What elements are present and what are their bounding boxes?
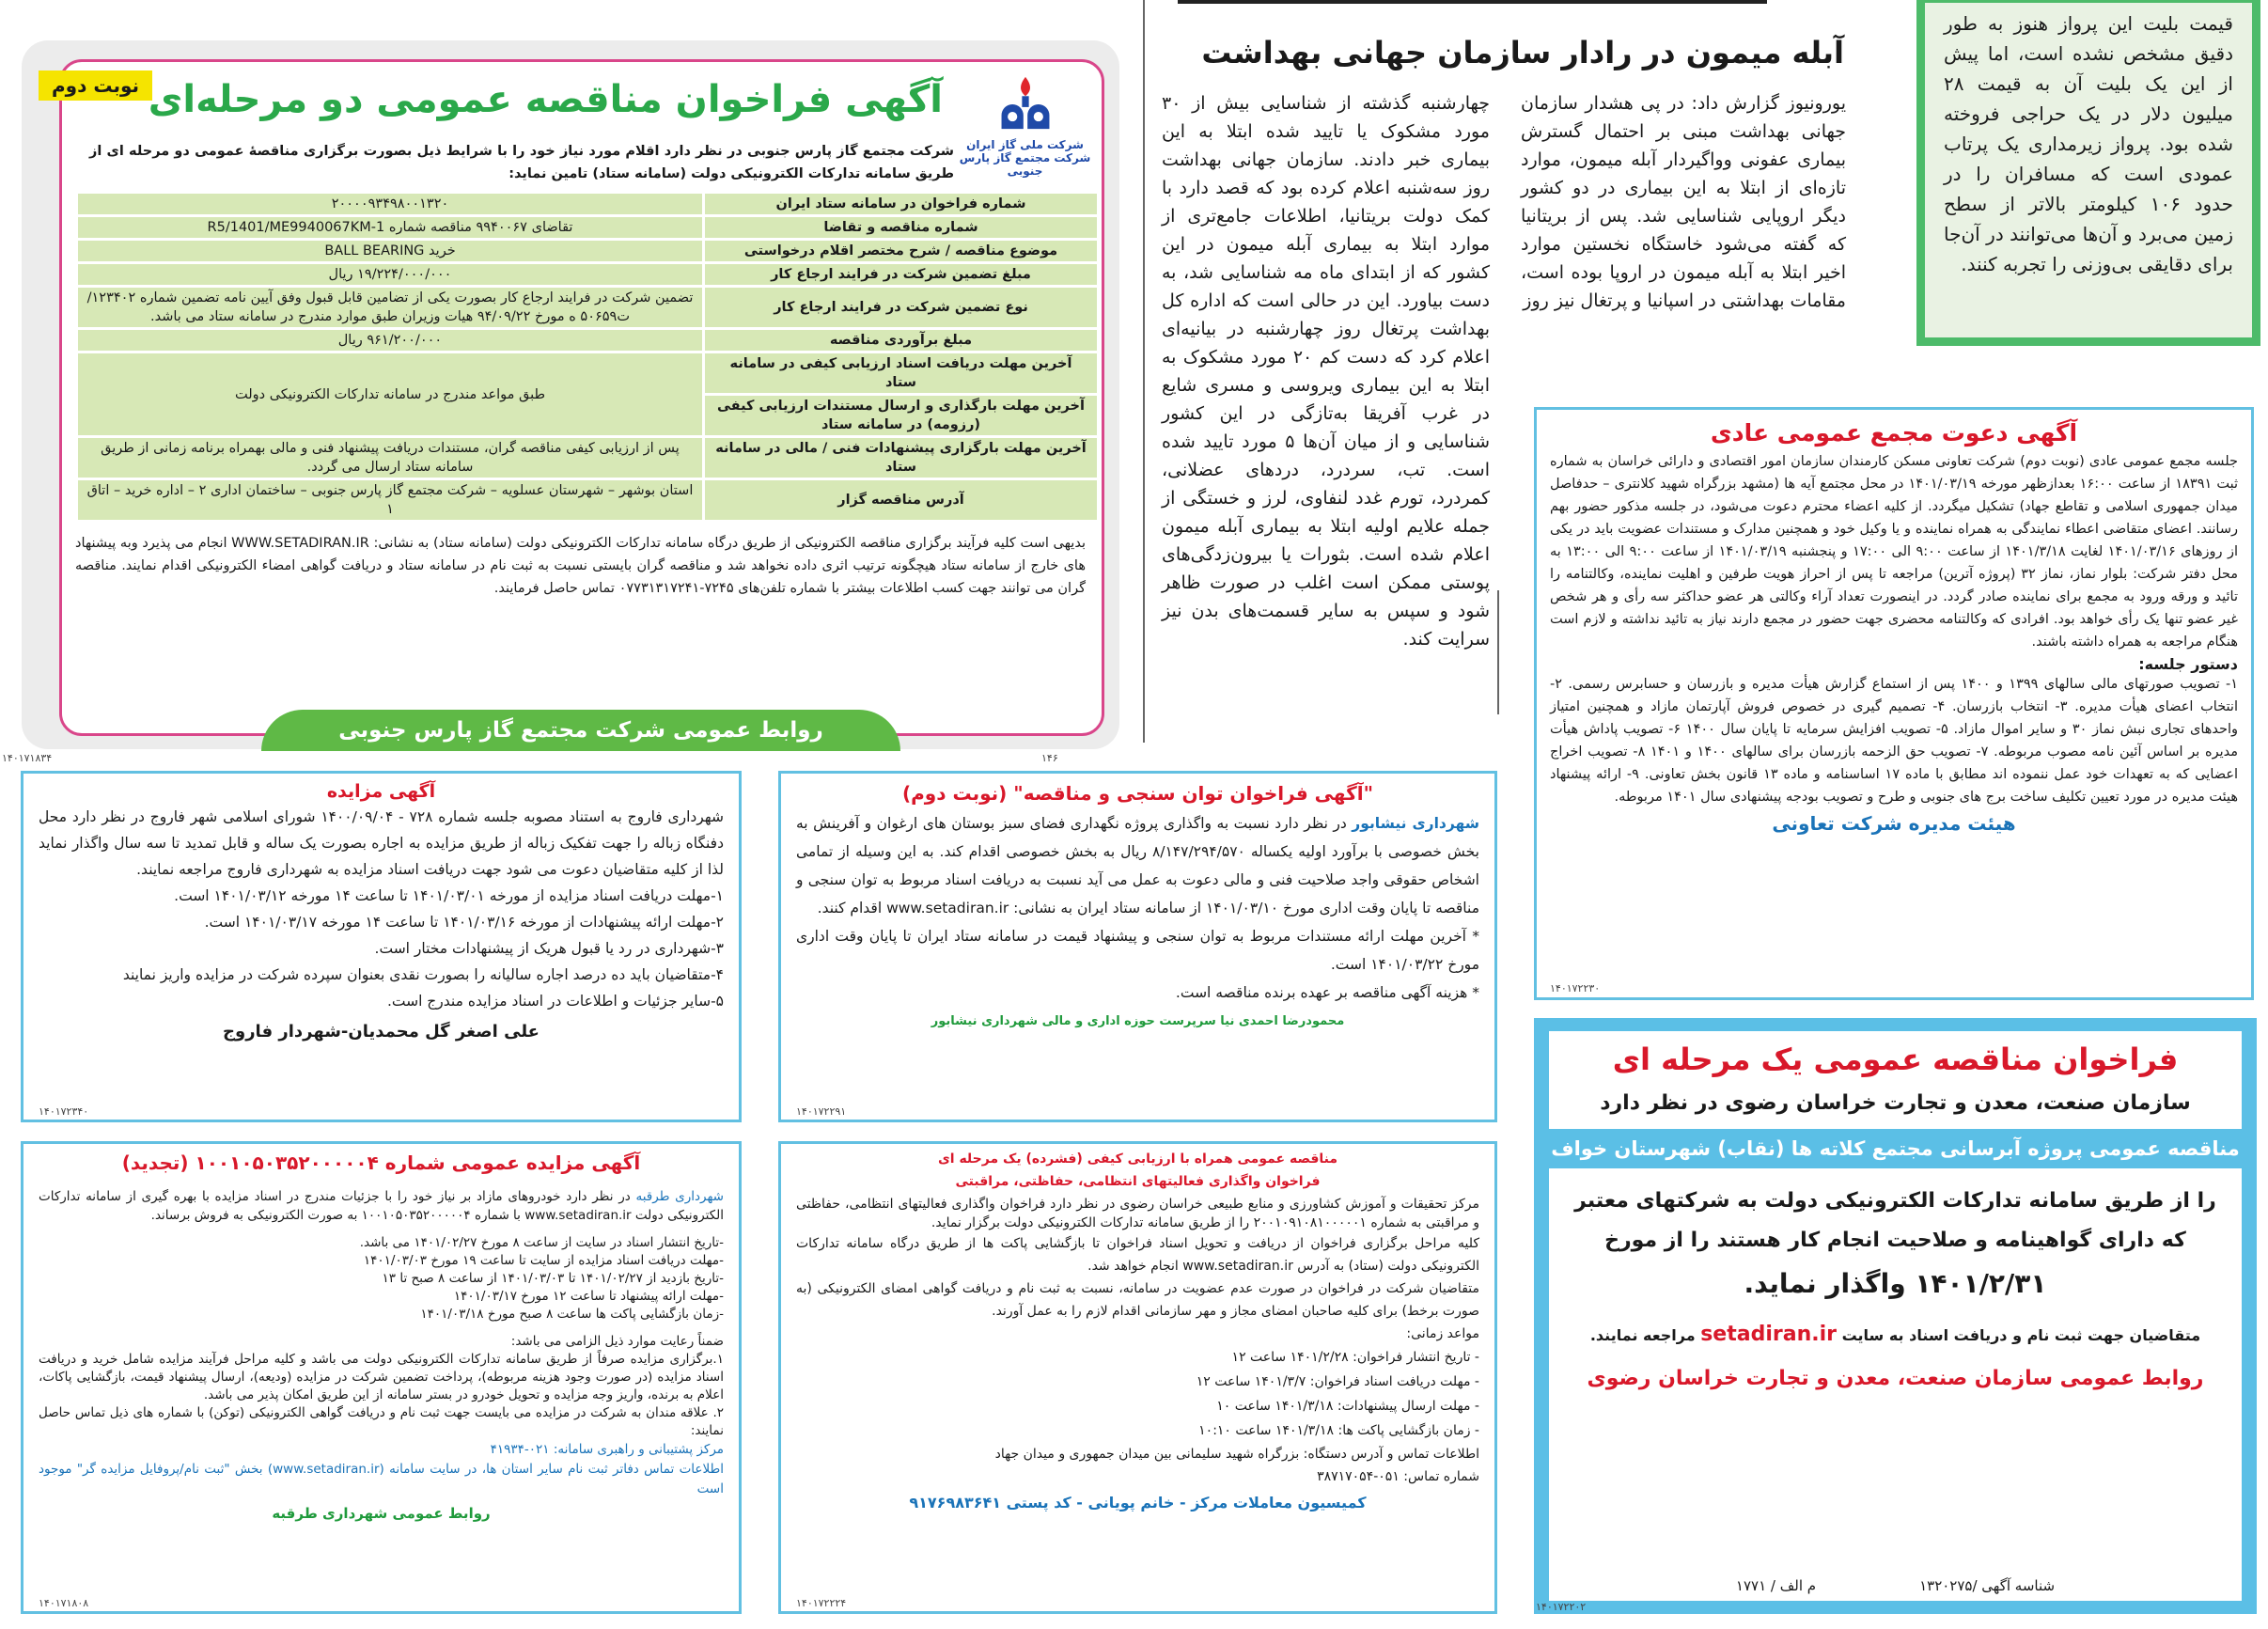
row-value: خرید BALL BEARING [77,240,704,263]
row-value: ۲۰۰۰۰۹۳۴۹۸۰۰۱۳۲۰ [77,193,704,216]
body-text: در نظر دارد نسبت به واگذاری پروژه نگهداری فضای سبز بوستان های ارغوان و آفرینش به بخش خصوصی با برآورد اولیه یکساله ۸/۱۴۷/۲۹۴/۵۷۰ ریال به بخش خصوصی اقدام کند. به این وسیله از تمامی اشخاص حقوقی واجد صلاحیت فنی و مالی دعوت به عمل می آید نسبت به دریافت اسناد مربوط به توان سنجی و مناقصه تا پایان وقت اداری مورخ ۱۴۰۱/۰۳/۱۰ از سامانه ستاد ایران به نشانی: www.setadiran.ir اقدام کنند. [796,815,1479,916]
column-divider [1143,0,1145,743]
ad-code: ۱۴۰۱۷۲۳۴۰ [39,1105,89,1118]
nishapur-ad-body [796,809,1479,922]
flame-logo-icon [988,74,1063,134]
body-text: در نظر دارد خودروهای مازاد بر نیاز خود را با جزئیات مندرج در اسناد مزایده با بهره گیری از سامانه تدارکات الکترونیکی دولت www.setadiran.ir با شماره ۱۰۰۱۰۵۰۳۵۲۰۰۰۰۰۴ به صورت الکترونیکی به فروش برساند. [39,1189,724,1223]
row-label: نوع تضمین شرکت در فرایند ارجاع کار [704,287,1099,329]
row-value: تضمین شرکت در فرایند ارجاع کار بصورت یکی از تضامین قابل قبول وفق آیین نامه تضمین شماره ۱۲۳۴۰۲/ت۵۰۶۵۹ ه مورخ ۹۴/۰۹/۲۲ هیات وزیران طبق موارد مندرج در سامانه ستاد می باشد. [77,287,704,329]
research-ad-phone: شماره تماس: ۰۵۱-۳۸۷۱۷۰۵۴ [1317,1469,1479,1484]
date-item: -مهلت ارائه پیشنهاد تا ساعت ۱۲ مورخ ۱۴۰۱/۰۳/۱۷ [453,1289,724,1304]
coop-ad-signature: هیئت مدیره شرکت تعاونی [1772,812,2016,835]
research-ad-signature: کمیسیون معاملات مرکز - خانم پویانی - کد پستی ۹۱۷۶۹۸۳۶۴۱ [909,1494,1367,1512]
cooperative-assembly-ad [1534,407,2254,1000]
nishapur-tender-ad [778,771,1497,1122]
khorasan-ad-title: فراخوان مناقصه عمومی یک مرحله ای [1612,1042,2179,1077]
schedule-item: - زمان بازگشایی پاکت ها: ۱۴۰۱/۳/۱۸ ساعت ۱۰:۱۰ [1198,1423,1479,1438]
research-ad-address: اطلاعات تماس و آدرس دستگاه: بزرگراه شهید سلیمانی بین میدان جمهوری و میدان جهاد [994,1447,1479,1462]
khorasan-ad-date: ۱۴۰۱/۲/۳۱ واگذار نماید. [1744,1268,2047,1299]
table-row [77,352,1099,395]
registration-contact: اطلاعات تماس دفاتر ثبت نام سایر استان ها، در سایت سامانه (www.setadiran.ir) بخش "ثبت نام/پروفایل مزایده گر" موجود است [39,1462,724,1496]
schedule-item: - تاریخ انتشار فراخوان: ۱۴۰۱/۲/۲۸ ساعت ۱۲ [1231,1350,1479,1365]
faruj-ad-body: شهرداری فاروج به استناد مصوبه جلسه شماره ۷۲۸ - ۱۴۰۰/۰۹/۰۴ شورای اسلامی شهر فاروج در نظر دارد محل دفنگاه زباله را جهت تفکیک زباله از طریق مزایده به اجاره بصورت یک ساله و قابل تمدید تا سه سال واگذار نماید لذا از کلیه متقاضیان دعوت می شود جهت دریافت اسناد مزایده به شهرداری فاروج مراجعه نمایند. [39,808,724,878]
faruj-auction-ad [21,771,742,1122]
gas-ad-title: آگهی فراخوان مناقصه عمومی دو مرحله‌ای [148,78,943,121]
torqabeh-ad-title: آگهی مزایده عمومی شماره ۱۰۰۱۰۵۰۳۵۲۰۰۰۰۰۴ (تجدید) [121,1151,641,1174]
news-column-1: یورونیوز گزارش داد: در پی هشدار سازمان جهانی بهداشت مبنی بر احتمال گسترش بیماری عفونی وواگیردار آبله میمون، موارد تازه‌ای از ابتلا به این بیماری در دو کشور دیگر اروپایی شناسایی شد. پس از بریتانیا که گفته می‌شود خاستگاه نخستین موارد اخیر ابتلا به آبله میمون در اروپا بوده است، مقامات بهداشتی در اسپانیا و پرتغال نیز روز [1521,93,1846,311]
date-item: -زمان بازگشایی پاکت ها ساعت ۸ صبح مورخ ۱۴۰۱/۰۳/۱۸ [420,1307,724,1322]
table-row [77,263,1099,287]
row-label: مبلغ برآوردی مناقصه [704,329,1099,352]
table-row [77,216,1099,240]
row-label: آدرس مناقصه گزار [704,479,1099,522]
ad-code: ۱۴۰۱۷۲۲۲۴ [796,1597,847,1609]
agenda-title: دستور جلسه: [2138,655,2238,673]
date-item: -تاریخ انتشار اسناد در سایت از ساعت ۸ مورخ ۱۴۰۱/۰۲/۲۷ می باشد. [359,1235,724,1250]
setadiran-link[interactable]: setadiran.ir [1700,1323,1837,1346]
row-label: آخرین مهلت بارگذاری و ارسال مستندات ارزیابی کیفی (رزومه) در سامانه ستاد [704,395,1099,437]
logo-caption: شرکت مجتمع گاز پارس جنوبی [959,151,1091,178]
research-ad-title: مناقصه عمومی همراه با ارزیابی کیفی (فشرده) یک مرحله ای [937,1151,1338,1167]
note-text: متقاضیان جهت ثبت نام و دریافت اسناد به سایت [1841,1326,2201,1344]
row-label: شماره مناقصه و تقاضا [704,216,1099,240]
org-name: شهرداری نیشابور [1352,815,1479,832]
second-round-badge: نوبت دوم [39,70,152,101]
note-text: مراجعه نمایند. [1589,1326,1696,1344]
row-value: تقاضای ۹۹۴۰۰۶۷ مناقصه شماره R5/1401/ME9940067KM-1 [77,216,704,240]
torqabeh-auction-ad [21,1141,742,1614]
list-item: * هزینه آگهی مناقصه بر عهده برنده مناقصه است. [1175,984,1479,1001]
row-label: آخرین مهلت بارگزاری پیشنهادات فنی / مالی در سامانه ستاد [704,437,1099,479]
coop-ad-body: جلسه مجمع عمومی عادی (نوبت دوم) شرکت تعاونی مسکن کارمندان سازمان امور اقتصادی و دارائی خراسان به شماره ثبت ۱۸۳۹۱ از ساعت ۱۶:۰۰ بعدازظهر مورخه ۱۴۰۱/۰۳/۱۹ در محل مجتمع آیه ها (مشهد بزرگراه شهید کلانتری – حدفاصل میدان جمهوری اسلامی و تقاطع جهاد) تشکیل میگردد. از کلیه اعضاء محترم دعوت می‌شود، در جلسه مذکور حضور بهم رسانند. اعضای متقاضی اعطاء نمایندگی به همراه نماینده و یا وکیل خود و همچنین مدارک و مستندات عضویت باید در یکی از روزهای ۱۴۰۱/۰۳/۱۶ لغایت ۱۴۰۱/۳/۱۸ از ساعت ۹:۰۰ الی ۱۷:۰۰ و پنجشنبه ۱۴۰۱/۰۳/۱۹ از ساعت ۹:۰۰ الی ۱۳:۰۰ به محل دفتر شرکت: بلوار نماز، نماز ۳۲ (پروژه آترین) مراجعه تا پس از احراز هویت طرفین و اهلیت نماینده، وکالتنامه را تائید و ورقه ورود به مجمع برای نماینده صادر گردد. در اینصورت تعداد آراء وکالتی هر عضو حداکثر سه رأی و هر شخص غیر عضو تنها یک رأی خواهد بود. افرادی که وکالتنامه محضری جهت حضور در مجمع دارند نیاز به تائید نداشته و لازم است هنگام مراجعه به همراه داشته باشند. [1550,454,2238,650]
logo-caption: شرکت ملی گاز ایران [966,138,1084,151]
row-value: طبق مواعد مندرج در سامانه تدارکات الکترونیکی دولت [77,352,704,437]
khorasan-ad-line: را از طریق سامانه تدارکات الکترونیکی دولت به شرکتهای معتبر [1574,1189,2216,1213]
row-value: ۱۹/۲۲۴/۰۰۰/۰۰۰ ریال [77,263,704,287]
gas-ad-banner: روابط عمومی شرکت مجتمع گاز پارس جنوبی [261,710,900,751]
khorasan-ad-line: که دارای گواهینامه و صلاحیت انجام کار هستند را از مورخ [1604,1229,2186,1252]
ad-id: شناسه آگهی /۱۳۲۰۲۷۵ [1919,1577,2056,1594]
table-row [77,193,1099,216]
khorasan-tender-ad [1534,1018,2257,1614]
research-ad-paragraph: متقاضیان شرکت در فراخوان در صورت عدم عضویت در سامانه، نسبت به ثبت نام و دریافت گواهی امضای الکترونیکی (به صورت برخط) برای کلیه صاحبان امضای مجاز و مهر سازمانی اقدام لازم را به عمل آورند. [796,1281,1479,1319]
ad-code: ۱۴۰۱۷۲۲۳۰ [1550,982,1601,995]
row-label: آخرین مهلت دریافت اسناد ارزیابی کیفی در سامانه ستاد [704,352,1099,395]
news-headline: آبله میمون در رادار سازمان جهانی بهداشت [1201,35,1844,70]
nishapur-ad-title: "آگهی فراخوان توان سنجی و مناقصه" (نوبت دوم) [901,782,1373,805]
conditions-title: ضمناً رعایت موارد ذیل الزامی می باشد: [510,1334,724,1349]
sidebar-news-box: قیمت بلیت این پرواز هنوز به طور دقیق مشخص نشده است، اما پیش از این یک بلیت آن به قیمت ۲۸ میلیون دلار در یک حراجی فروخته شده بود. پرواز زیرمداری یک پرتاب عمودی است که مسافران را در حدود ۱۰۶ کیلومتر بالاتر از سطح زمین می‌برد و آن‌ها می‌توانند در آن‌جا برای دقایقی بی‌وزنی را تجربه کنند. [1916,0,2260,346]
row-value: استان بوشهر – شهرستان عسلویه – شرکت مجتمع گاز پارس جنوبی – ساختمان اداری ۲ – اداره خرید – اتاق ۱ [77,479,704,522]
khorasan-ad-signature: روابط عمومی سازمان صنعت، معدن و تجارت خراسان رضوی [1587,1367,2204,1390]
row-value: پس از ارزیابی کیفی مناقصه گران، مستندات دریافت پیشنهاد فنی و مالی بهمراه برنامه زمانی از طریق سامانه ستاد ارسال می گردد. [77,437,704,479]
page-number: ۱۴۶ [1041,752,1058,764]
faruj-ad-signature: علی اصغر گل محمدیان-شهردار فاروج [223,1022,540,1042]
table-row [77,329,1099,352]
project-band: مناقصه عمومی پروژه آبرسانی مجتمع کلاته ها (نقاب) شهرستان خواف [1551,1137,2240,1160]
research-ad-paragraph: مرکز تحقیقات و آموزش کشاورزی و منابع طبیعی خراسان رضوی در نظر دارد فراخوان واگذاری فعالیتهای انتظامی، حفاظتی و مراقبتی به شماره ۲۰۰۱۰۹۱۰۸۱۰۰۰۰۰۱ را از طریق سامانه تدارکات الکترونیکی دولت برگزار نماید. [796,1197,1479,1230]
condition-item: ۱.برگزاری مزایده صرفاً از طریق سامانه تدارکات الکترونیکی دولت می باشد و کلیه مراحل فرآیند مزایده شامل خرید و دریافت اسناد مزایده (در صورت وجود هزینه مربوطه)، پرداخت تضمین شرکت در مزایده (ودیعه)، ارسال پیشنهاد قیمت، بازگشایی پاکات، اعلام به برنده، واریز وجه مزایده و تحویل خودرو در بستر سامانه از این طریق امکان پذیر می باشد. [39,1352,724,1402]
row-label: مبلغ تضمین شرکت در فرایند ارجاع کار [704,263,1099,287]
tender-details-table [75,191,1100,523]
table-row [77,240,1099,263]
column-divider [1497,590,1499,714]
research-ad-subtitle: فراخوان واگذاری فعالیتهای انتظامی، حفاظتی، مراقبتی [955,1174,1321,1189]
date-item: -تاریخ بازدید از ۱۴۰۱/۰۲/۲۷ تا ۱۴۰۱/۰۳/۰۳ از ساعت ۸ صبح تا ۱۳ [382,1271,724,1286]
news-column-2: چهارشنبه گذشته از شناسایی بیش از ۳۰ مورد مشکوک یا تایید شده ابتلا به این بیماری خبر دادند. سازمان جهانی بهداشت روز سه‌شنبه اعلام کرده بود که قصد دارد با کمک دولت بریتانیا، اطلاعات جامع‌تری از موارد ابتلا به بیماری آبله میمون در این کشور که از ابتدای ماه مه شناسایی شد، به دست بیاورد. این در حالی است که اداره کل بهداشت پرتغال روز چهارشنبه در بیانیه‌ای اعلام کرد که دست کم ۲۰ مورد مشکوک به ابتلا به این بیماری ویروسی و مسری شایع در غرب آفریقا به‌تازگی در این کشور شناسایی و از میان آن‌ها ۵ مورد تایید شده است. تب، سردرد، دردهای عضلانی، کمردرد، تورم غدد لنفاوی، لرز و خستگی از جمله علایم اولیه ابتلا به بیماری آبله میمون اعلام شده است. بثورات یا بیرون‌زدگی‌های پوستی ممکن است اغلب در صورت ظاهر شود و سپس به سایر قسمت‌های بدن نیز سرایت کند. [1162,93,1491,650]
coop-ad-title: آگهی دعوت مجمع عمومی عادی [1710,419,2078,446]
table-row [77,437,1099,479]
ad-code: ۱۴۰۱۷۲۲۹۱ [796,1105,847,1118]
org-name: شهرداری طرقبه [635,1189,724,1204]
support-contact: مرکز پشتیبانی و راهبری سامانه: ۰۲۱-۴۱۹۳۴ [490,1442,724,1457]
gas-ad-footer-text: بدیهی است کلیه فرآیند برگزاری مناقصه الکترونیکی از طریق درگاه سامانه تدارکات الکترونیکی دولت (سامانه ستاد) به نشانی: WWW.SETADIRAN.IR انجام می پذیرد وبه پیشنهاد های خارج از سامانه ستاد هیچگونه ترتیب اثری داده نخواهد شد و مناقصه گران بایستی نسبت به ثبت نام در سامانه ستاد و دریافت گواهی امضاء الکترونیکی اقدام نمایند. مناقصه گران می توانند جهت کسب اطلاعات بیشتر با شماره تلفن‌های ۷۲۴۵-۰۷۷۳۱۳۱۷۲۴۱ تماس حاصل فرمایند. [75,536,1086,596]
nishapur-ad-signature: محمودرضا احمدی نیا سرپرست حوزه اداری و مالی شهرداری نیشابور [931,1014,1345,1028]
gas-ad-intro: شرکت مجتمع گاز پارس جنوبی در نظر دارد اقلام مورد نیاز خود را با شرایط ذیل بصورت برگزاری مناقصهٔ عمومی دو مرحله ای از طریق سامانه تدارکات الکترونیکی دولت (سامانه ستاد) تامین نماید: [89,144,954,181]
list-item: ۳-شهرداری در رد یا قبول هریک از پیشنهادات مختار است. [374,940,724,957]
gas-ad-content [75,140,1100,706]
date-item: -مهلت دریافت اسناد مزایده از سایت تا ساعت ۱۹ مورخ ۱۴۰۱/۰۳/۰۳ [363,1253,724,1268]
list-item: ۵-سایر جزئیات و اطلاعات در اسناد مزایده مندرج است. [386,993,724,1010]
row-value: ۹۶۱/۲۰۰/۰۰۰ ریال [77,329,704,352]
list-item: ۲-مهلت ارائه پیشنهادات از مورخه ۱۴۰۱/۰۳/۱۶ تا ساعت ۱۴ مورخه ۱۴۰۱/۰۳/۱۷ است. [204,914,724,931]
ad-ids [1556,1576,2234,1595]
torqabeh-ad-body [39,1187,724,1225]
gas-tender-ad [22,40,1119,749]
schedule-item: - مهلت ارسال پیشنهادات: ۱۴۰۱/۳/۱۸ ساعت ۱۰ [1216,1399,1479,1414]
condition-item: ۲. علاقه مندان به شرکت در مزایده می بایست جهت ثبت نام و دریافت گواهی الکترونیکی (توکن) با شماره های ذیل تماس حاصل نمایند: [39,1405,724,1438]
khorasan-ad-line: سازمان صنعت، معدن و تجارت خراسان رضوی در نظر دارد [1600,1091,2191,1115]
list-item: ۱-مهلت دریافت اسناد مزایده از مورخه ۱۴۰۱/۰۳/۰۱ تا ساعت ۱۴ مورخه ۱۴۰۱/۰۳/۱۲ است. [174,887,724,904]
faruj-ad-title: آگهی مزایده [326,781,436,802]
table-row [77,287,1099,329]
research-center-tender-ad [778,1141,1497,1614]
ad-code: ۱۴۰۱۷۱۸۰۸ [39,1597,89,1609]
torqabeh-ad-signature: روابط عمومی شهرداری طرقبه [272,1505,491,1522]
top-divider [1178,0,1767,4]
table-row [77,479,1099,522]
schedule-title: مواعد زمانی: [1406,1326,1479,1341]
research-ad-paragraph: کلیه مراحل برگزاری فراخوان از دریافت و تحویل اسناد فراخوان تا بازگشایی پاکت ها از طریق درگاه سامانه تدارکات الکترونیکی دولت (ستاد) به آدرس www.setadiran.ir انجام خواهد شد. [796,1236,1479,1274]
khorasan-ad-note [1556,1321,2234,1350]
ad-code: ۱۴۰۱۷۱۸۳۴ [2,752,53,764]
list-item: * آخرین مهلت ارائه مستندات مربوط به توان سنجی و پیشنهاد قیمت در سامانه ستاد ایران تا پایان وقت اداری مورخ ۱۴۰۱/۰۳/۲۲ است. [796,928,1479,973]
row-label: شماره فراخوان در سامانه ستاد ایران [704,193,1099,216]
row-label: موضوع مناقصه / شرح مختصر اقلام درخواستی [704,240,1099,263]
agenda-list: ۱- تصویب صورتهای مالی سالهای ۱۳۹۹ و ۱۴۰۰ پس از استماع گزارش هیأت مدیره و بازرسان و حسابرس رسمی. ۲- انتخاب اعضای هیأت مدیره. ۳- انتخاب بازرسان. ۴- تصمیم گیری در خصوص فروش آپارتمان مازاد و همچنین امتیاز واحدهای تجاری نبش نماز ۳۰ و سایر اموال مازاد. ۵- تصویب افزایش سرمایه تا پایان سال ۱۴۰۰ ۶- تصویب پاداش هیأت مدیره بر اساس آئین نامه مصوب مربوطه. ۷- تصویب حق الزحمه بازرسان برای سالهای ۱۴۰۰ و ۱۴۰۱ ۸- تصویب اخراج اعضایی که به تعهدات خود عمل ننموده اند مطابق با ماده ۱۷ اساسنامه و ماده ۱۳ قانون بخش تعاونی. ۹- ارائه پیشنهاد هیئت مدیره در مورد تعیین تکلیف ساخت برج های جنوبی و طرح و تصویب بودجه پیشنهادی سال ۱۴۰۱ مربوطه. [1550,677,2239,805]
ad-ref: م الف / ۱۷۷۱ [1735,1577,1817,1594]
schedule-item: - مهلت دریافت اسناد فراخوان: ۱۴۰۱/۳/۷ ساعت ۱۲ [1196,1374,1479,1389]
list-item: ۴-متقاضیان باید ده درصد اجاره سالیانه را بصورت نقدی بعنوان سپرده شرکت در مزایده واریز نمایند [122,966,724,983]
ad-code: ۱۴۰۱۷۲۲۰۲ [1536,1601,1587,1613]
